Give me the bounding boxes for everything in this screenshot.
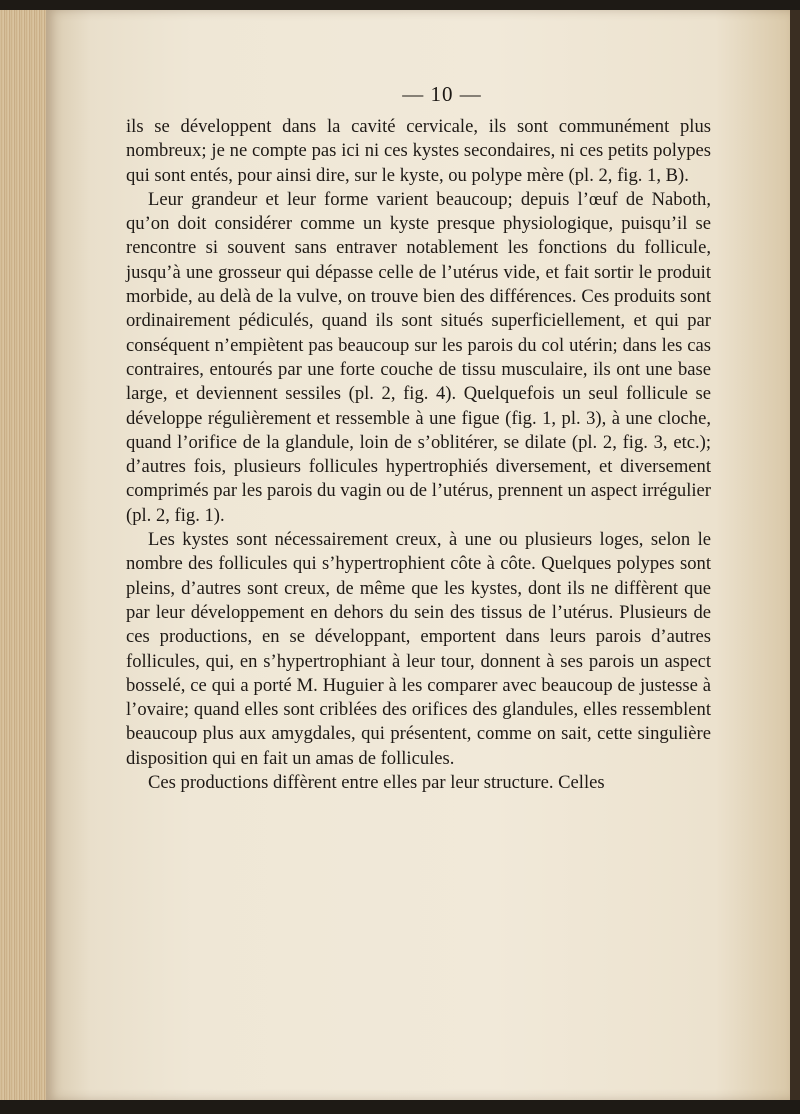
- paragraph-3: Les kystes sont nécessairement creux, à une ou plusieurs loges, selon le nombre des follicules qui s’hypertrophient côte à côte. Quelques polypes sont pleins, d’autres sont creux, de même que les kystes, dont ils ne diffèrent que par leur développement en dehors du sein des tissus de l’utérus. Plusieurs de ces productions, en se développant, emportent dans leurs parois d’autres follicules, qui, en s’hypertrophiant à leur tour, donnent à ses parois un aspect bosselé, ce qui a porté M. Huguier à les comparer avec beaucoup de justesse à l’ovaire; quand elles sont criblées des orifices des glandules, elles ressemblent beaucoup plus aux amygdales, qui présentent, comme on sait, cette singulière disposition qui en fait un amas de follicules.: [126, 529, 711, 769]
- paragraph-1: ils se développent dans la cavité cervicale, ils sont communément plus nombreux; je ne compte pas ici ni ces kystes secondaires, ni ces petits polypes qui sont entés, pour ainsi dire, sur le kyste, ou polype mère (pl. 2, fig. 1, B).: [126, 116, 711, 186]
- book-binding-edge: [790, 10, 800, 1100]
- body-text: [126, 115, 711, 795]
- book-page-edges: [0, 10, 47, 1100]
- paragraph-4: Ces productions diffèrent entre elles par leur structure. Celles: [148, 772, 605, 794]
- page-number-header: — 10 —: [402, 82, 482, 106]
- paragraph-2: Leur grandeur et leur forme varient beaucoup; depuis l’œuf de Naboth, qu’on doit considérer comme un kyste presque physiologique, puisqu’il se rencontre si souvent sans entraver notablement les fonctions du follicule, jusqu’à une grosseur qui dépasse celle de l’utérus vide, et fait sortir le produit morbide, au delà de la vulve, on trouve bien des différences. Ces produits sont ordinairement pédiculés, quand ils sont situés superficiellement, et qui par conséquent n’empiètent pas beaucoup sur les parois du col utérin; dans les cas contraires, entourés par une forte couche de tissu musculaire, ils ont une base large, et deviennent sessiles (pl. 2, fig. 4). Quelquefois un seul follicule se développe régulièrement et ressemble à une figue (fig. 1, pl. 3), à une cloche, quand l’orifice de la glandule, loin de s’oblitérer, se dilate (pl. 2, fig. 3, etc.); d’autres fois, plusieurs follicules hypertrophiés diversement, et diversement comprimés par les parois du vagin ou de l’utérus, prennent un aspect irrégulier (pl. 2, fig. 1).: [126, 188, 712, 526]
